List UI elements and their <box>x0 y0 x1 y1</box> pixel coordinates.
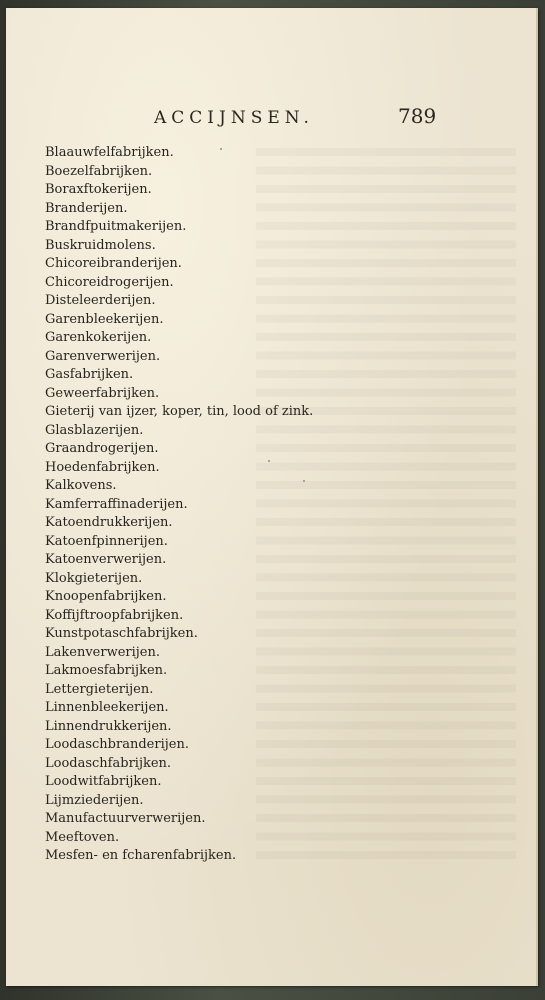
list-item: Meeftoven. <box>45 829 120 845</box>
entry-list <box>45 144 313 866</box>
list-item: Loodaschfabrijken. <box>45 755 172 771</box>
list-item: Geweerfabrijken. <box>45 385 160 401</box>
list-item: Katoenverwerijen. <box>45 552 167 567</box>
list-item: Manufactuurverwerijen. <box>45 811 206 826</box>
list-item: Mesfen- en fcharenfabrijken. <box>45 848 237 863</box>
list-item: Brandfpuitmakerijen. <box>45 219 187 234</box>
list-item: Lijmziederijen. <box>45 792 144 808</box>
paper-speck <box>220 148 222 150</box>
list-item: Kamferraffinaderijen. <box>45 496 188 512</box>
running-title: ACCIJNSEN. <box>154 108 314 128</box>
list-item: Loodwitfabrijken. <box>45 774 162 789</box>
list-item: Lettergieterijen. <box>45 681 154 697</box>
list-item: Katoenfpinnerijen. <box>45 533 168 549</box>
list-item: Linnenbleekerijen. <box>45 700 169 715</box>
list-item: Gasfabrijken. <box>45 367 134 382</box>
list-item: Garenverwerijen. <box>45 348 161 364</box>
list-item: Chicoreidrogerijen. <box>45 274 174 290</box>
paper-speck <box>268 460 270 462</box>
list-item: Knoopenfabrijken. <box>45 589 167 604</box>
list-item: Branderijen. <box>45 200 128 216</box>
list-item: Glasblazerijen. <box>45 422 144 438</box>
page-header <box>6 104 536 134</box>
list-item: Blaauwfelfabrijken. <box>45 145 174 160</box>
list-item: Boezelfabrijken. <box>45 163 153 179</box>
list-item: Boraxftokerijen. <box>45 182 152 197</box>
list-item: Lakmoesfabrijken. <box>45 663 168 678</box>
page-number: 789 <box>398 104 437 128</box>
list-item: Koffijftroopfabrijken. <box>45 607 184 623</box>
list-item: Linnendrukkerijen. <box>45 718 172 734</box>
list-item: Gieterij van ijzer, koper, tin, lood of zink. <box>45 404 314 419</box>
list-item: Hoedenfabrijken. <box>45 459 160 475</box>
list-item: Katoendrukkerijen. <box>45 515 173 530</box>
list-item: Garenkokerijen. <box>45 330 152 345</box>
list-item: Chicoreibranderijen. <box>45 256 182 271</box>
list-item: Kalkovens. <box>45 478 117 493</box>
list-item: Garenbleekerijen. <box>45 311 164 327</box>
list-item: Loodaschbranderijen. <box>45 737 189 752</box>
book-page <box>6 8 538 986</box>
paper-speck <box>303 480 305 482</box>
list-item: Kunstpotaschfabrijken. <box>45 626 198 641</box>
list-item: Lakenverwerijen. <box>45 644 161 660</box>
list-item: Klokgieterijen. <box>45 570 143 586</box>
list-item: Graandrogerijen. <box>45 441 159 456</box>
list-item: Buskruidmolens. <box>45 237 156 253</box>
list-item: Disteleerderijen. <box>45 293 156 308</box>
